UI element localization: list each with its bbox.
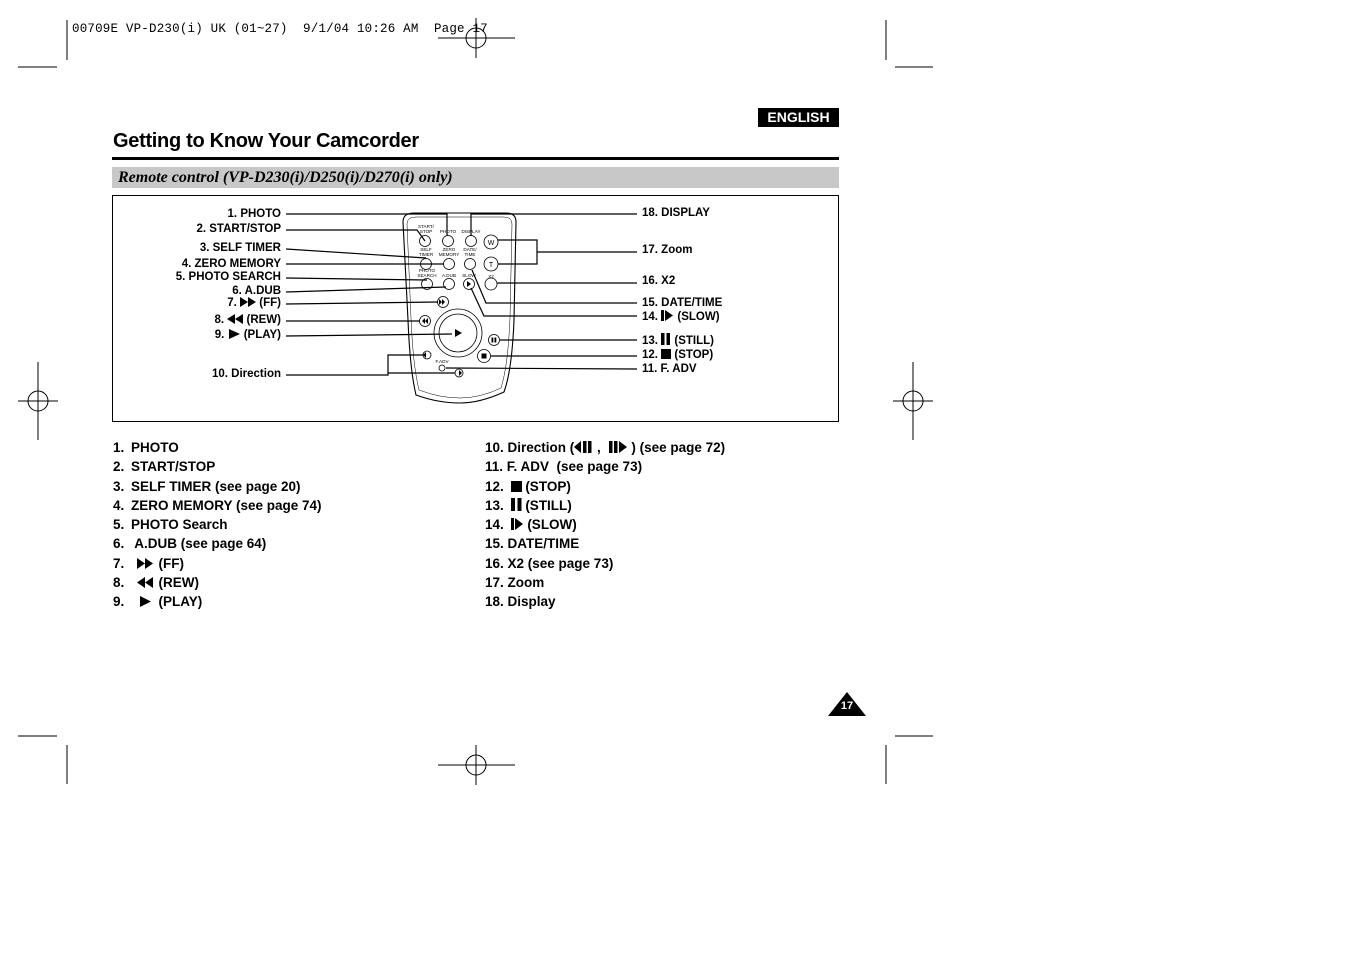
label-f-adv: 11. F. ADV: [642, 363, 697, 375]
list-item: 5. PHOTO Search: [113, 517, 228, 533]
remote-label-adub: A.DUB: [441, 273, 457, 278]
direction-back-icon: [574, 441, 593, 453]
label-stop-text: (STOP): [674, 349, 714, 361]
page-number: 17: [840, 700, 854, 712]
still-icon: [511, 498, 522, 511]
ff-icon: [137, 558, 155, 569]
label-photo-search: 5. PHOTO SEARCH: [175, 271, 281, 283]
remote-label-t: T: [488, 262, 494, 269]
print-header: 00709E VP-D230(i) UK (01~27) 9/1/04 10:26 AM Page 17: [72, 22, 488, 36]
list-item: 7. (FF): [113, 555, 185, 571]
play-icon: [228, 329, 241, 339]
remote-label-zero: ZERO: [442, 247, 456, 252]
still-glyph: [492, 338, 494, 343]
stop-icon: [511, 481, 522, 492]
remote-label-photo2: PHOTO: [418, 268, 436, 273]
label-still-num: 13.: [642, 335, 658, 347]
label-date-time: 15. DATE/TIME: [642, 297, 723, 309]
label-a-dub: 6. A.DUB: [232, 285, 281, 297]
right-list: [485, 438, 725, 612]
label-x2: 16. X2: [642, 275, 676, 287]
rew-icon: [137, 577, 155, 588]
label-direction: 10. Direction: [211, 368, 281, 380]
list-item: 6. A.DUB (see page 64): [113, 536, 267, 552]
label-slow-text: (SLOW): [677, 311, 720, 323]
remote-label-start: START/: [418, 224, 434, 229]
label-still-text: (STILL): [674, 335, 715, 347]
remote-label-slow: SLOW: [462, 273, 476, 278]
list-item: 18. Display: [485, 594, 556, 610]
list-item: 3. SELF TIMER (see page 20): [113, 478, 301, 494]
list-item: 17. Zoom: [485, 575, 545, 591]
label-play-text: (PLAY): [243, 329, 281, 341]
label-rew-num: 8.: [214, 314, 225, 326]
label-ff-text: (FF): [259, 297, 281, 309]
label-rew-text: (REW): [246, 314, 281, 326]
remote-label-memory: MEMORY: [438, 252, 460, 257]
stop-icon: [661, 349, 671, 359]
list-item: 4. ZERO MEMORY (see page 74): [113, 497, 322, 513]
remote-label-timer: TIMER: [418, 252, 434, 257]
label-stop: [642, 349, 713, 362]
left-list: [113, 438, 322, 612]
label-play-num: 9.: [214, 329, 225, 341]
slow-icon: [511, 518, 524, 530]
list-item: 8. (REW): [113, 575, 200, 591]
label-zero-memory: 4. ZERO MEMORY: [181, 258, 281, 270]
page-number-badge: [828, 692, 866, 716]
label-ff: [227, 297, 281, 310]
label-slow: [642, 310, 720, 324]
label-rew: [215, 314, 282, 327]
remote-label-time: TIME: [464, 252, 476, 257]
list-item: 9. (PLAY): [113, 594, 203, 610]
direction-forward-icon: [609, 441, 628, 453]
list-item: 14. (SLOW): [485, 517, 577, 533]
list-item: 12. (STOP): [485, 478, 571, 494]
label-ff-num: 7.: [227, 297, 237, 309]
rew-icon: [227, 314, 243, 324]
label-still: [642, 333, 714, 348]
remote-label-search: SEARCH: [417, 273, 437, 278]
remote-label-w: W: [487, 240, 495, 247]
still-icon: [661, 333, 671, 345]
label-photo: 1. PHOTO: [227, 208, 281, 220]
stop-glyph: [482, 354, 487, 359]
remote-label-photo: PHOTO: [439, 229, 457, 234]
label-start-stop: 2. START/STOP: [196, 223, 281, 235]
list-item: 11. F. ADV (see page 73): [485, 459, 643, 475]
play-icon: [137, 596, 155, 607]
leader-direction: [286, 355, 423, 375]
label-self-timer: 3. SELF TIMER: [199, 242, 281, 254]
label-play: [215, 329, 281, 342]
list-item: 2. START/STOP: [113, 459, 216, 475]
remote-label-stop: STOP: [419, 229, 433, 234]
remote-label-fadv: F.ADV: [435, 359, 449, 364]
page-title: Getting to Know Your Camcorder: [113, 130, 419, 152]
list-item: 13. (STILL): [485, 497, 572, 513]
ff-icon: [240, 297, 256, 307]
label-zoom: 17. Zoom: [642, 244, 693, 256]
list-item: 15. DATE/TIME: [485, 536, 580, 552]
list-item: 16. X2 (see page 73): [485, 555, 614, 571]
remote-label-x2: X2: [488, 274, 494, 279]
label-stop-num: 12.: [642, 349, 658, 361]
slow-icon: [661, 310, 674, 321]
remote-label-display: DISPLAY: [461, 229, 481, 234]
remote-label-self: SELF: [420, 247, 432, 252]
label-display: 18. DISPLAY: [642, 207, 710, 219]
label-slow-num: 14.: [642, 311, 658, 323]
remote-label-date: DATE/: [463, 247, 477, 252]
section-title: Remote control (VP-D230(i)/D250(i)/D270(i) only): [118, 169, 453, 186]
language-badge: ENGLISH: [758, 108, 839, 127]
list-item: 10. Direction ( , ) (see page 72): [485, 440, 726, 455]
list-item: 1. PHOTO: [113, 440, 179, 455]
